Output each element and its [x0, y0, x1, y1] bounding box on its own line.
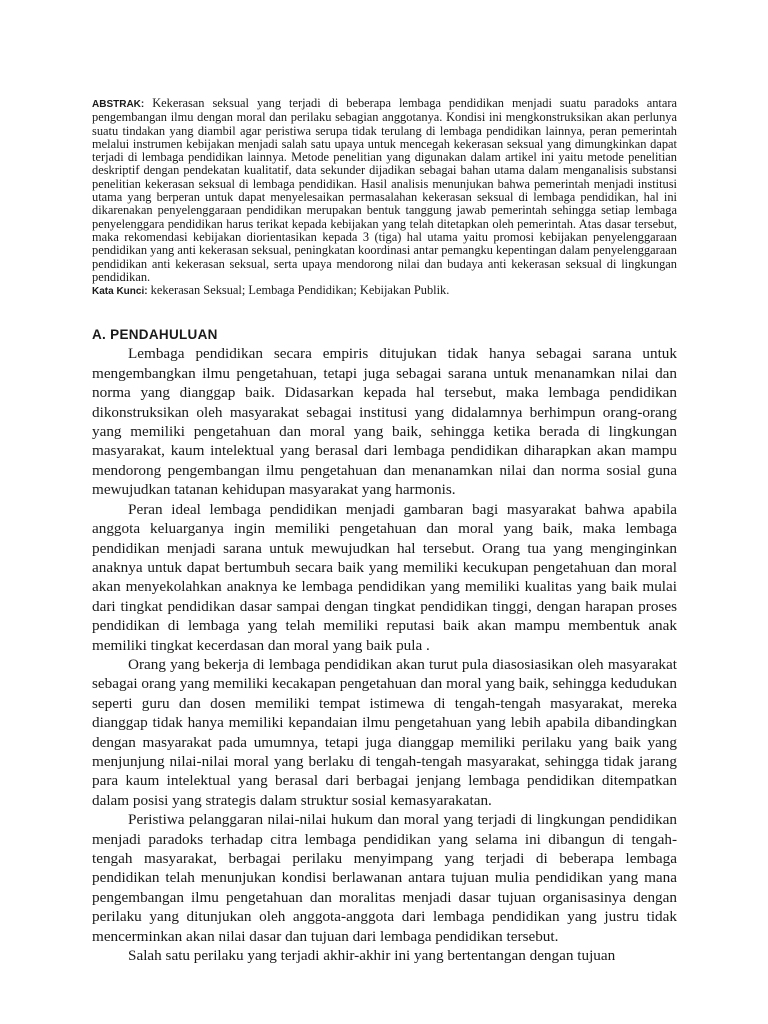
keywords-label: Kata Kunci:	[92, 286, 148, 298]
body-paragraph-1: Lembaga pendidikan secara empiris ditujukan tidak hanya sebagai sarana untuk mengembangkan ilmu pengetahuan, tetapi juga sebagai sarana untuk menanamkan nilai dan norma yang dianggap baik. Didasarkan kepada hal tersebut, maka lembaga pendidikan dikonstruksikan oleh masyarakat sebagai institusi yang didalamnya berhimpun orang-orang yang memiliki pengetahuan dan moral yang baik, sehingga ketika berada di lingkungan masyarakat, kaum intelektual yang berasal dari lembaga pendidikan diharapkan akan mampu mendorong pengembangan ilmu pengetahuan dan menanamkan nilai dan norma sosial guna mewujudkan tatanan kehidupan masyarakat yang harmonis.	[92, 345, 677, 499]
abstract-label: ABSTRAK:	[92, 99, 145, 110]
body-paragraph-2: Peran ideal lembaga pendidikan menjadi gambaran bagi masyarakat bahwa apabila anggota keluarganya ingin memiliki pengetahuan dan moral yang baik, maka lembaga pendidikan menjadi sarana untuk mewujudkan hal tersebut. Orang tua yang menginginkan anaknya untuk dapat bertumbuh secara baik yang memiliki kecukupan pengetahuan dan moral akan menyekolahkan anaknya ke lembaga pendidikan yang memiliki kualitas yang baik mulai dari tingkat pendidikan dasar sampai dengan tingkat pendidikan tinggi, dengan harapan proses pendidikan di lembaga yang telah memiliki reputasi baik akan mampu membentuk anak memiliki tingkat kecerdasan dan moral yang baik pula .	[92, 500, 677, 654]
abstract	[92, 97, 677, 284]
body-paragraph-5: Salah satu perilaku yang terjadi akhir-akhir ini yang bertentangan dengan tujuan	[128, 947, 616, 965]
abstract-text: Kekerasan seksual yang terjadi di beberapa lembaga pendidikan menjadi suatu paradoks antara pengembangan ilmu dengan moral dan perilaku sebagian anggotanya. Kondisi ini mengkonstruksikan akan perlunya suatu tindakan yang diambil agar peristiwa serupa tidak terulang di lembaga pendidikan lainnya, peran pemerintah melalui instrumen kebijakan menjadi salah satu upaya untuk mencegah kekerasan seksual yang dimungkinkan dapat terjadi di lembaga pendidikan lainnya. Metode penelitian yang digunakan dalam artikel ini yaitu metode penelitian deskriptif dengan pendekatan kualitatif, data sekunder dijadikan sebagai bahan utama dalam menganalisis substansi penelitian kekerasan seksual di lembaga pendidikan. Hasil analisis menunjukan bahwa pemerintah menjadi institusi utama yang berperan untuk dapat menyelesaikan permasalahan kekerasan seksual di lembaga pendidikan, hal ini dikarenakan penyelenggaraan pendidikan merupakan bentuk tanggung jawab pemerintah sehingga setiap lembaga penyelenggara pendidikan harus terikat kepada kebijakan yang telah ditetapkan oleh pemerintah. Atas dasar tersebut, maka rekomendasi kebijakan diorientasikan kepada 3 (tiga) hal utama yaitu promosi kebijakan penyelenggaraan pendidikan yang anti kekerasan seksual, peningkatan koordinasi antar pemangku kepentingan dalam penyelenggaraan pendidikan anti kekerasan seksual, serta upaya mendorong nilai dan budaya anti kekerasan seksual di lingkungan pendidikan.	[92, 96, 677, 284]
page-content	[92, 97, 677, 965]
section-heading: A. PENDAHULUAN	[92, 327, 218, 343]
body-paragraph-3: Orang yang bekerja di lembaga pendidikan akan turut pula diasosiasikan oleh masyarakat sebagai orang yang memiliki kecakapan pengetahuan dan moral yang baik, sehingga kedudukan seperti guru dan dosen memiliki tempat istimewa di tengah-tengah masyarakat, mereka dianggap tidak hanya memiliki kepandaian ilmu pengetahuan yang lebih apabila dibandingkan dengan masyarakat pada umumnya, tetapi juga dianggap memiliki perilaku yang baik yang menjunjung nilai-nilai moral yang berlaku di tengah-tengah masyarakat, sehingga tidak jarang para kaum intelektual yang berasal dari berbagai jenjang lembaga pendidikan ditempatkan dalam posisi yang strategis dalam struktur sosial kemasyarakatan.	[92, 655, 677, 809]
keywords	[92, 284, 677, 298]
keywords-text: kekerasan Seksual; Lembaga Pendidikan; Kebijakan Publik.	[150, 283, 450, 298]
body-paragraph-4: Peristiwa pelanggaran nilai-nilai hukum dan moral yang terjadi di lingkungan pendidikan menjadi paradoks terhadap citra lembaga pendidikan yang selama ini dibangun di tengah-tengah masyarakat, berbagai perilaku menyimpang yang terjadi di beberapa lembaga pendidikan telah menunjukan kondisi berlawanan antara tujuan mulia pendidikan yang mana pengembangan ilmu pengetahuan dan moralitas menjadi dasar tujuan organisasinya dengan perilaku yang ditunjukan oleh anggota-anggota dari lembaga pendidikan yang justru tidak mencerminkan akan nilai dasar dan tujuan dari lembaga pendidikan tersebut.	[92, 811, 677, 945]
